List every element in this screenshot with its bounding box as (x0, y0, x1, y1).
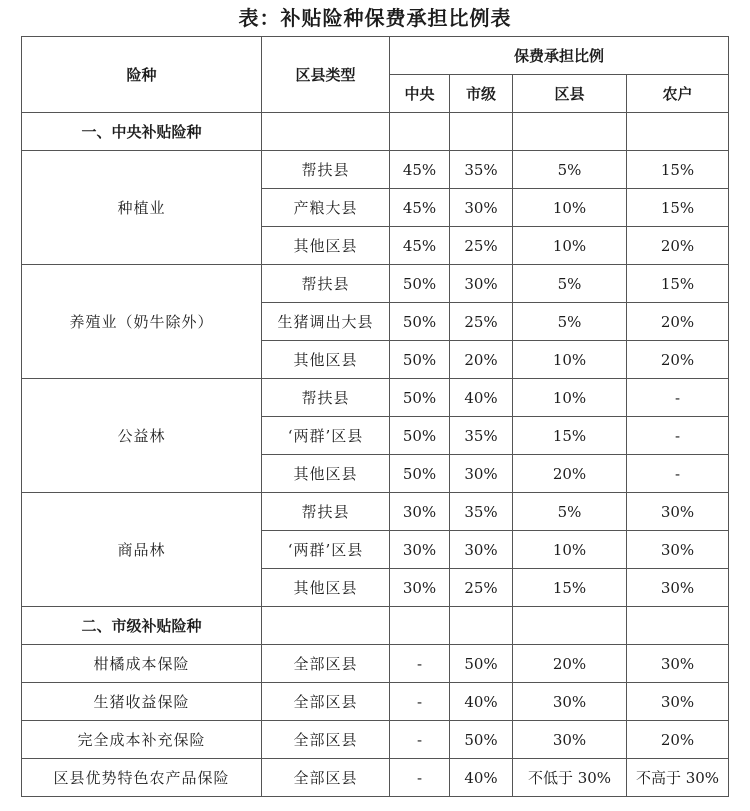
city-share-cell: 30% (450, 455, 513, 493)
county-type-cell: 全部区县 (262, 759, 390, 797)
central-share-cell: 50% (390, 303, 450, 341)
city-share-cell: 30% (450, 531, 513, 569)
county-type-cell: 帮扶县 (262, 379, 390, 417)
empty-cell (390, 113, 450, 151)
city-share-cell: 25% (450, 303, 513, 341)
farmer-share-cell: 30% (627, 645, 729, 683)
district-share-cell: 5% (513, 265, 627, 303)
empty-cell (262, 113, 390, 151)
district-share-cell: 10% (513, 189, 627, 227)
table-row (22, 759, 729, 797)
header-insurance: 险种 (22, 37, 262, 113)
farmer-share-cell: - (627, 417, 729, 455)
county-type-cell: 生猪调出大县 (262, 303, 390, 341)
table-row (22, 151, 729, 189)
central-share-cell: 50% (390, 379, 450, 417)
farmer-share-cell: - (627, 379, 729, 417)
central-share-cell: - (390, 721, 450, 759)
crop-category-cell: 公益林 (22, 379, 262, 493)
central-share-cell: 30% (390, 531, 450, 569)
county-type-cell: 其他区县 (262, 569, 390, 607)
county-type-cell: 全部区县 (262, 683, 390, 721)
insurance-name-cell: 区县优势特色农产品保险 (22, 759, 262, 797)
city-share-cell: 30% (450, 189, 513, 227)
table-row (22, 493, 729, 531)
farmer-share-cell: 30% (627, 683, 729, 721)
city-share-cell: 25% (450, 569, 513, 607)
central-share-cell: 50% (390, 417, 450, 455)
insurance-name-cell: 完全成本补充保险 (22, 721, 262, 759)
farmer-share-cell: 30% (627, 531, 729, 569)
table-row (22, 265, 729, 303)
header-city: 市级 (450, 75, 513, 113)
district-share-cell: 10% (513, 341, 627, 379)
section-label: 二、市级补贴险种 (22, 607, 262, 645)
header-district: 区县 (513, 75, 627, 113)
farmer-share-cell: - (627, 455, 729, 493)
county-type-cell: 帮扶县 (262, 493, 390, 531)
central-share-cell: 50% (390, 341, 450, 379)
city-share-cell: 35% (450, 493, 513, 531)
header-ratio-group: 保费承担比例 (390, 37, 729, 75)
section-row (22, 607, 729, 645)
district-share-cell: 30% (513, 683, 627, 721)
city-share-cell: 40% (450, 759, 513, 797)
city-share-cell: 30% (450, 265, 513, 303)
farmer-share-cell: 20% (627, 721, 729, 759)
county-type-cell: 其他区县 (262, 455, 390, 493)
empty-cell (450, 607, 513, 645)
city-share-cell: 50% (450, 645, 513, 683)
section-row (22, 113, 729, 151)
central-share-cell: 30% (390, 493, 450, 531)
insurance-name-cell: 柑橘成本保险 (22, 645, 262, 683)
header-county-type: 区县类型 (262, 37, 390, 113)
county-type-cell: 其他区县 (262, 227, 390, 265)
empty-cell (450, 113, 513, 151)
county-type-cell: ‘两群’区县 (262, 417, 390, 455)
district-share-cell: 15% (513, 417, 627, 455)
table-row (22, 379, 729, 417)
farmer-share-cell: 20% (627, 303, 729, 341)
city-share-cell: 25% (450, 227, 513, 265)
city-share-cell: 35% (450, 151, 513, 189)
district-share-cell: 20% (513, 455, 627, 493)
premium-ratio-table (21, 36, 729, 797)
central-share-cell: - (390, 645, 450, 683)
section-label: 一、中央补贴险种 (22, 113, 262, 151)
central-share-cell: 30% (390, 569, 450, 607)
central-share-cell: 45% (390, 151, 450, 189)
county-type-cell: 帮扶县 (262, 265, 390, 303)
farmer-share-cell: 30% (627, 493, 729, 531)
city-share-cell: 40% (450, 683, 513, 721)
county-type-cell: 其他区县 (262, 341, 390, 379)
city-share-cell: 35% (450, 417, 513, 455)
farmer-share-cell: 15% (627, 189, 729, 227)
empty-cell (262, 607, 390, 645)
district-share-cell: 5% (513, 303, 627, 341)
empty-cell (513, 607, 627, 645)
farmer-share-cell: 20% (627, 341, 729, 379)
district-share-cell: 30% (513, 721, 627, 759)
district-share-cell: 10% (513, 531, 627, 569)
farmer-share-cell: 不高于 30% (627, 759, 729, 797)
insurance-name-cell: 生猪收益保险 (22, 683, 262, 721)
empty-cell (390, 607, 450, 645)
central-share-cell: - (390, 759, 450, 797)
county-type-cell: 帮扶县 (262, 151, 390, 189)
header-farmer: 农户 (627, 75, 729, 113)
city-share-cell: 40% (450, 379, 513, 417)
city-share-cell: 50% (450, 721, 513, 759)
table-body (22, 37, 729, 797)
district-share-cell: 15% (513, 569, 627, 607)
table-row (22, 683, 729, 721)
table-row (22, 645, 729, 683)
crop-category-cell: 养殖业（奶牛除外） (22, 265, 262, 379)
empty-cell (513, 113, 627, 151)
district-share-cell: 10% (513, 227, 627, 265)
header-central: 中央 (390, 75, 450, 113)
farmer-share-cell: 15% (627, 151, 729, 189)
district-share-cell: 20% (513, 645, 627, 683)
crop-category-cell: 种植业 (22, 151, 262, 265)
central-share-cell: 45% (390, 189, 450, 227)
central-share-cell: - (390, 683, 450, 721)
empty-cell (627, 113, 729, 151)
district-share-cell: 5% (513, 151, 627, 189)
district-share-cell: 5% (513, 493, 627, 531)
table-row (22, 721, 729, 759)
county-type-cell: ‘两群’区县 (262, 531, 390, 569)
county-type-cell: 全部区县 (262, 645, 390, 683)
central-share-cell: 50% (390, 265, 450, 303)
farmer-share-cell: 30% (627, 569, 729, 607)
empty-cell (627, 607, 729, 645)
county-type-cell: 全部区县 (262, 721, 390, 759)
central-share-cell: 45% (390, 227, 450, 265)
district-share-cell: 10% (513, 379, 627, 417)
table-title: 表：补贴险种保费承担比例表 (238, 6, 512, 30)
central-share-cell: 50% (390, 455, 450, 493)
farmer-share-cell: 20% (627, 227, 729, 265)
header-row (22, 37, 729, 75)
district-share-cell: 不低于 30% (513, 759, 627, 797)
county-type-cell: 产粮大县 (262, 189, 390, 227)
farmer-share-cell: 15% (627, 265, 729, 303)
crop-category-cell: 商品林 (22, 493, 262, 607)
city-share-cell: 20% (450, 341, 513, 379)
